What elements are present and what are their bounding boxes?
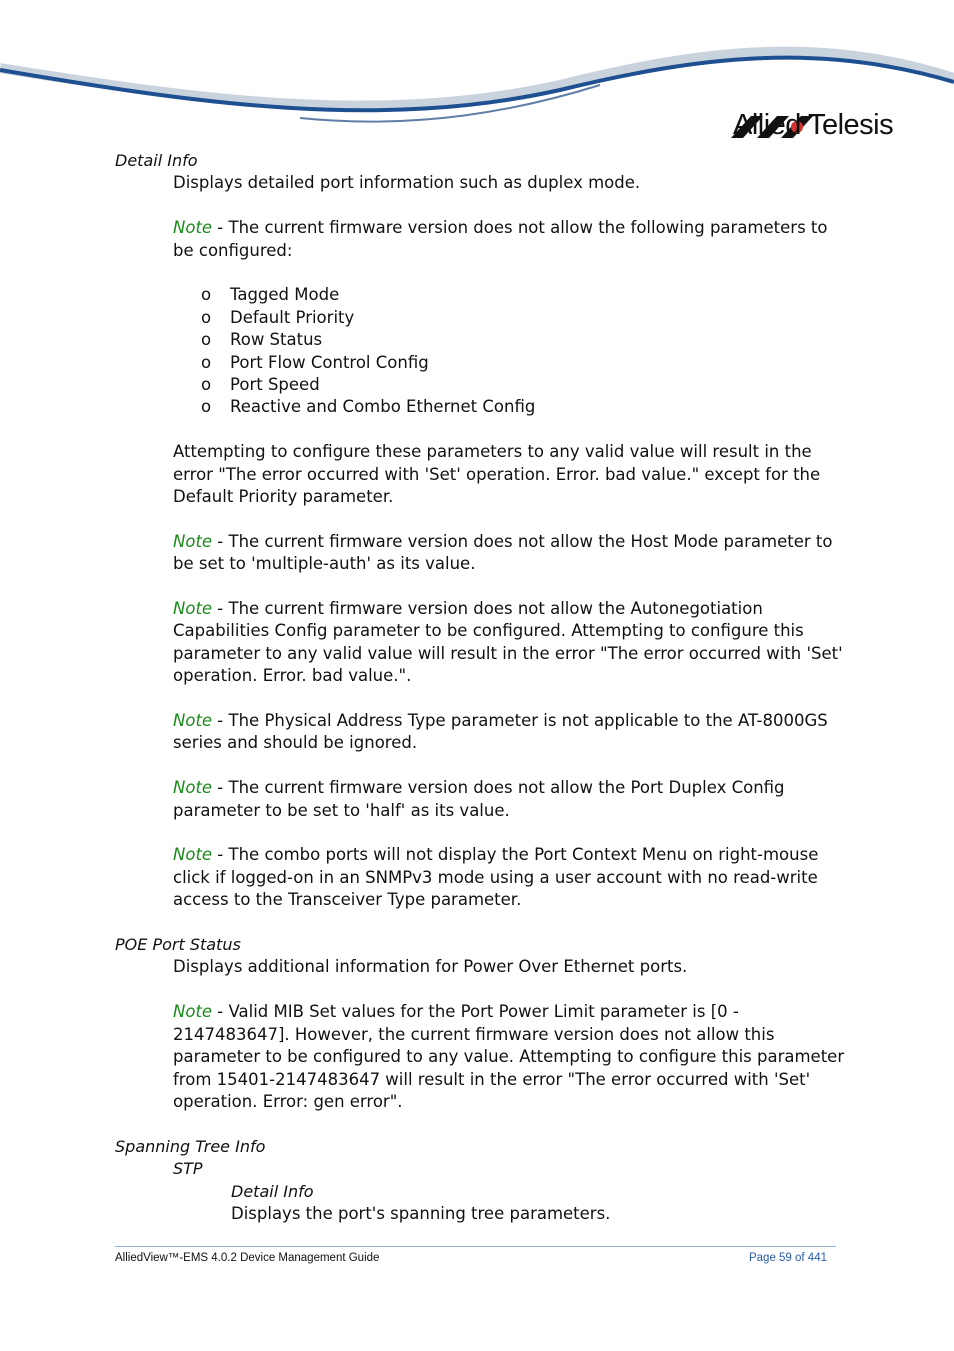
note-label: Note <box>173 599 213 619</box>
detail-info-description: Displays detailed port information such as duplex mode. <box>173 173 641 193</box>
list-item: o Reactive and Combo Ethernet Config <box>201 397 536 417</box>
page-content <box>115 150 845 1225</box>
note-label: Note <box>173 218 213 238</box>
list-item: o Port Flow Control Config <box>201 352 429 372</box>
note-label: Note <box>173 531 213 551</box>
note-paragraph: Note - The combo ports will not display the Port Context Menu on right-mouse click if logged-on in an SNMPv3 mode using a user account with no read-write access to the Transceiver Type parameter. <box>173 845 819 910</box>
note-paragraph: Note - Valid MIB Set values for the Port Power Limit parameter is [0 - 2147483647]. However, the current firmware version does not allow this parameter to be configured to any value. Attempting to configure this parameter from 15401-2147483647 will result in the error "The error occurred with 'Set' operation. Error: gen error". <box>173 1002 845 1111</box>
note-label: Note <box>173 778 213 798</box>
section-heading-poe-port-status: POE Port Status <box>115 935 241 955</box>
note-label: Note <box>173 1002 213 1022</box>
list-item: o Port Speed <box>201 375 320 395</box>
list-item: o Row Status <box>201 330 323 350</box>
subheading-stp: STP <box>173 1159 203 1179</box>
section-heading-spanning-tree-info: Spanning Tree Info <box>115 1136 266 1156</box>
page-number: Page 59 of 441 <box>748 1252 827 1264</box>
note-paragraph <box>173 217 845 262</box>
list-item: o Default Priority <box>201 307 355 327</box>
params-list <box>201 284 845 418</box>
note-paragraph: Note - The current firmware version does not allow the Autonegotiation Capabilities Config parameter to be configured. Attempting to configure this parameter to any valid value will result in the error "The error occurred with 'Set' operation. Error. bad value.". <box>173 599 843 686</box>
note-text: - The current firmware version does not allow the following parameters to be configured: <box>173 218 828 260</box>
footer-divider <box>115 1246 836 1247</box>
section-heading-detail-info: Detail Info <box>115 151 198 170</box>
subheading-detail-info: Detail Info <box>231 1181 314 1201</box>
note-paragraph: Note - The Physical Address Type parameter is not applicable to the AT-8000GS series and should be ignored. <box>173 711 828 753</box>
poe-description: Displays additional information for Power Over Ethernet ports. <box>173 957 688 977</box>
footer-title: AlliedView™-EMS 4.0.2 Device Management Guide <box>115 1252 380 1264</box>
note-label: Note <box>173 711 213 731</box>
list-item: o Tagged Mode <box>201 285 340 305</box>
logo-text: Allied Telesis <box>733 109 894 141</box>
note-paragraph: Note - The current firmware version does not allow the Host Mode parameter to be set to 'multiple-auth' as its value. <box>173 531 833 574</box>
note-label: Note <box>173 845 213 865</box>
stp-description: Displays the port's spanning tree parameters. <box>231 1203 611 1223</box>
note-paragraph: Note - The current firmware version does not allow the Port Duplex Config parameter to be set to 'half' as its value. <box>173 778 785 820</box>
attempt-paragraph: Attempting to configure these parameters to any valid value will result in the error "The error occurred with 'Set' operation. Error. bad value." except for the Default Priority parameter. <box>173 442 821 507</box>
